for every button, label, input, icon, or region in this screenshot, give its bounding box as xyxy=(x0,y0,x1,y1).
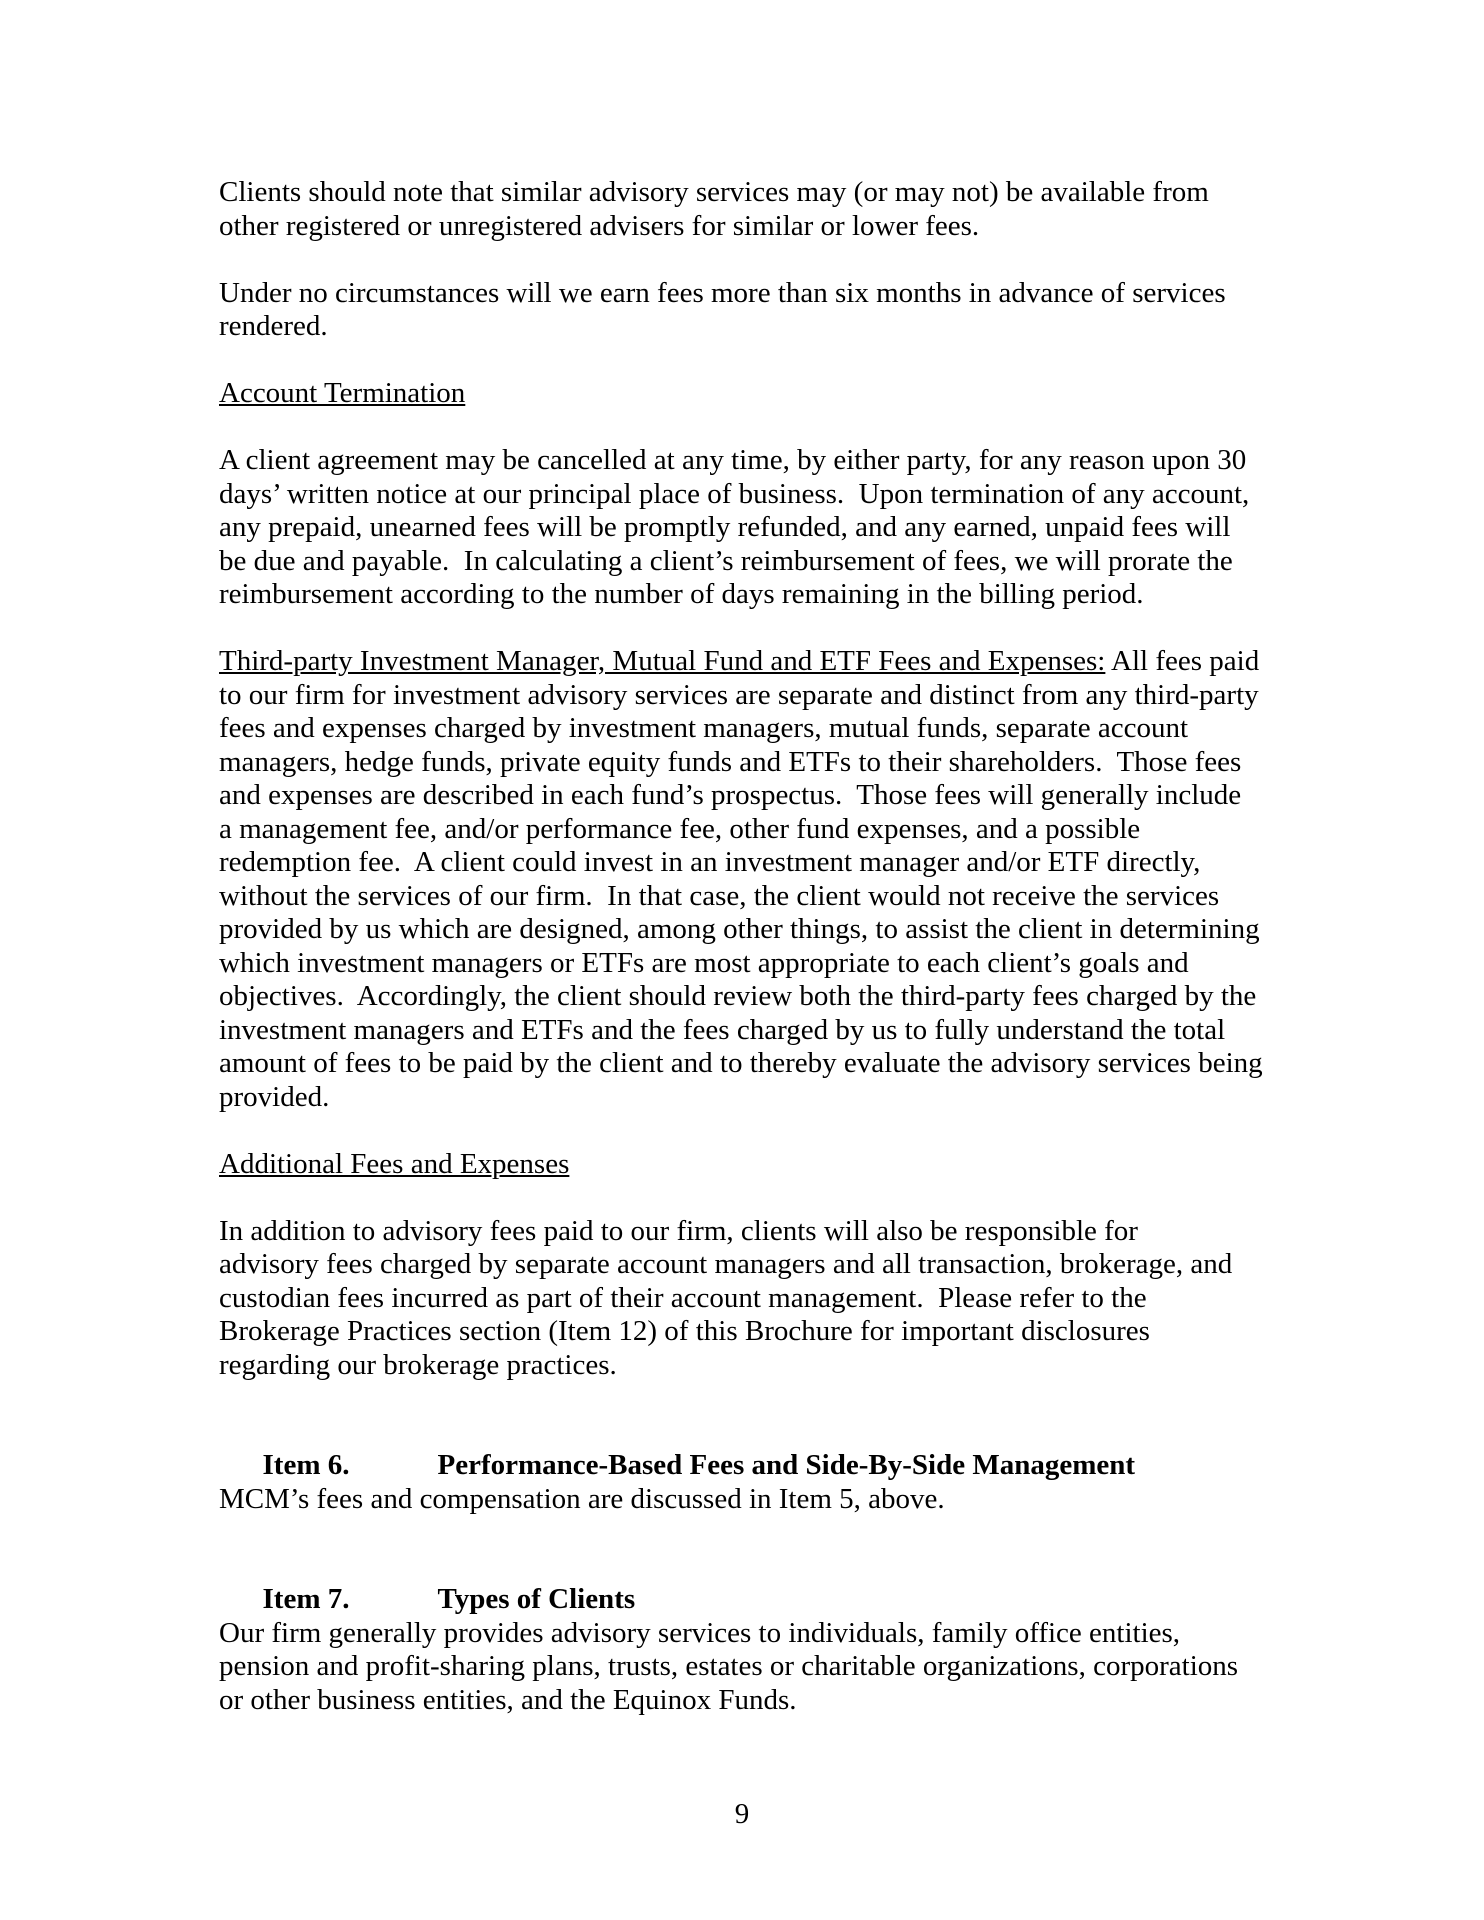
section-heading-account-termination xyxy=(219,377,1319,411)
item6-label: Item 6. xyxy=(262,1449,350,1481)
item6-title: Performance-Based Fees and Side-By-Side Management xyxy=(437,1449,1136,1481)
text-line: fees and expenses charged by investment managers, mutual funds, separate account xyxy=(219,712,1189,744)
text-line: provided. xyxy=(219,1080,330,1113)
text-line: other registered or unregistered advisers for similar or lower fees. xyxy=(219,209,980,242)
text-line: Clients should note that similar advisory services may (or may not) be available from xyxy=(219,176,1209,208)
text-line: days’ written notice at our principal place of business. Upon termination of any account, xyxy=(219,477,1250,510)
document-body xyxy=(219,176,1319,1751)
item6-heading xyxy=(219,1416,1319,1481)
page-number: 9 xyxy=(734,1798,750,1830)
paragraph-types-of-clients xyxy=(219,1617,1319,1718)
paragraph-additional-fees xyxy=(219,1215,1319,1383)
text-line: objectives. Accordingly, the client should review both the third-party fees charged by the xyxy=(219,980,1257,1012)
text-line: managers, hedge funds, private equity funds and ETFs to their shareholders. Those fees xyxy=(219,745,1242,778)
paragraph-account-termination xyxy=(219,444,1319,612)
section-heading-additional-fees xyxy=(219,1148,1319,1182)
text-line: rendered. xyxy=(219,310,328,342)
text-line: which investment managers or ETFs are most appropriate to each client’s goals and xyxy=(219,946,1189,979)
text-line: Under no circumstances will we earn fees more than six months in advance of services xyxy=(219,276,1226,309)
text-line: pension and profit-sharing plans, trusts, estates or charitable organizations, corporations xyxy=(219,1650,1239,1682)
text-line: a management fee, and/or performance fee, other fund expenses, and a possible xyxy=(219,812,1141,845)
text-line: provided by us which are designed, among other things, to assist the client in determining xyxy=(219,913,1260,945)
paragraph-no-advance-fees xyxy=(219,277,1319,344)
text-line: advisory fees charged by separate account managers and all transaction, brokerage, and xyxy=(219,1248,1233,1280)
text-line: In addition to advisory fees paid to our firm, clients will also be responsible for xyxy=(219,1214,1138,1247)
text-line: Our firm generally provides advisory services to individuals, family office entities, xyxy=(219,1616,1181,1649)
text-line: amount of fees to be paid by the client and to thereby evaluate the advisory services being xyxy=(219,1047,1263,1079)
item7-heading xyxy=(219,1550,1319,1615)
text-line: investment managers and ETFs and the fees charged by us to fully understand the total xyxy=(219,1013,1226,1046)
text-line: without the services of our firm. In that case, the client would not receive the services xyxy=(219,879,1220,912)
text-line: and expenses are described in each fund’s prospectus. Those fees will generally include xyxy=(219,779,1242,811)
text-line: or other business entities, and the Equinox Funds. xyxy=(219,1683,797,1716)
text-line: regarding our brokerage practices. xyxy=(219,1348,617,1381)
paragraph-mcm-fees xyxy=(219,1483,1319,1517)
text-run: All fees paid xyxy=(1105,645,1260,677)
text-line: be due and payable. In calculating a client’s reimbursement of fees, we will prorate the xyxy=(219,544,1233,577)
text-line: Brokerage Practices section (Item 12) of this Brochure for important disclosures xyxy=(219,1315,1150,1347)
text-line: redemption fee. A client could invest in an investment manager and/or ETF directly, xyxy=(219,846,1201,878)
item7-title: Types of Clients xyxy=(437,1583,636,1615)
text-line: reimbursement according to the number of days remaining in the billing period. xyxy=(219,578,1144,610)
paragraph-third-party-fees xyxy=(219,645,1319,1114)
text-line: to our firm for investment advisory services are separate and distinct from any third-party xyxy=(219,678,1259,711)
heading-text: Additional Fees and Expenses xyxy=(219,1147,570,1180)
text-line: A client agreement may be cancelled at any time, by either party, for any reason upon 30 xyxy=(219,444,1247,476)
text-line: custodian fees incurred as part of their account management. Please refer to the xyxy=(219,1281,1147,1314)
item7-label: Item 7. xyxy=(262,1583,350,1615)
paragraph-similar-services xyxy=(219,176,1319,243)
text-line: any prepaid, unearned fees will be promptly refunded, and any earned, unpaid fees will xyxy=(219,511,1231,543)
text-line xyxy=(219,645,1319,679)
text-line: MCM’s fees and compensation are discussed in Item 5, above. xyxy=(219,1482,945,1515)
heading-text: Account Termination xyxy=(219,377,466,409)
inline-heading-third-party-fees: Third-party Investment Manager, Mutual Fund and ETF Fees and Expenses: xyxy=(219,645,1106,677)
